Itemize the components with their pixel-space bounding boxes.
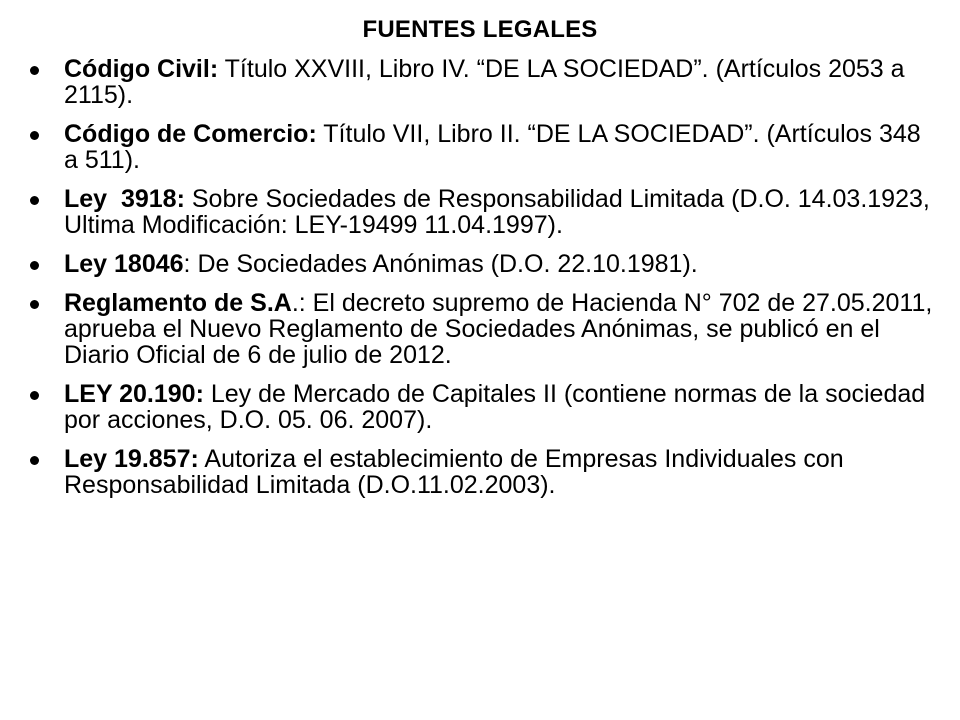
legal-sources-list — [26, 56, 936, 511]
slide-title: FUENTES LEGALES — [362, 16, 598, 43]
bullet-icon — [30, 261, 39, 270]
item-label: Ley 19.857: — [64, 445, 199, 473]
item-label: Código Civil: — [64, 55, 219, 83]
list-item — [26, 121, 936, 173]
list-item — [26, 251, 936, 277]
item-text: Título XXVIII, Libro IV. “DE LA SOCIEDAD”. (Artículos 2053 a 2115). — [64, 55, 905, 109]
item-text: Sobre Sociedades de Responsabilidad Limitada (D.O. 14.03.1923, Ultima Modificación: LEY-19499 11.04.1997). — [64, 185, 930, 239]
bullet-icon — [30, 131, 39, 140]
item-label: Ley 18046 — [64, 250, 184, 278]
bullet-icon — [30, 300, 39, 309]
item-text: Título VII, Libro II. “DE LA SOCIEDAD”. (Artículos 348 a 511). — [64, 120, 921, 174]
item-label: LEY 20.190: — [64, 380, 204, 408]
bullet-icon — [30, 391, 39, 400]
item-text: Ley de Mercado de Capitales II (contiene normas de la sociedad por acciones, D.O. 05. 06. 2007). — [64, 380, 926, 434]
list-item — [26, 56, 936, 108]
list-item — [26, 381, 936, 433]
bullet-icon — [30, 196, 39, 205]
list-item — [26, 290, 936, 368]
bullet-icon — [30, 66, 39, 75]
item-label: Reglamento de S.A — [64, 289, 292, 317]
bullet-icon — [30, 456, 39, 465]
item-label: Ley 3918: — [64, 185, 185, 213]
list-item — [26, 446, 936, 498]
list-item — [26, 186, 936, 238]
item-text: .: El decreto supremo de Hacienda N° 702 de 27.05.2011, aprueba el Nuevo Reglamento de Sociedades Anónimas, se publicó en el Diario Oficial de 6 de julio de 2012. — [64, 289, 933, 369]
item-label: Código de Comercio: — [64, 120, 317, 148]
item-text: Autoriza el establecimiento de Empresas Individuales con Responsabilidad Limitada (D.O.11.02.2003). — [64, 445, 844, 499]
item-text: : De Sociedades Anónimas (D.O. 22.10.1981). — [183, 250, 698, 278]
